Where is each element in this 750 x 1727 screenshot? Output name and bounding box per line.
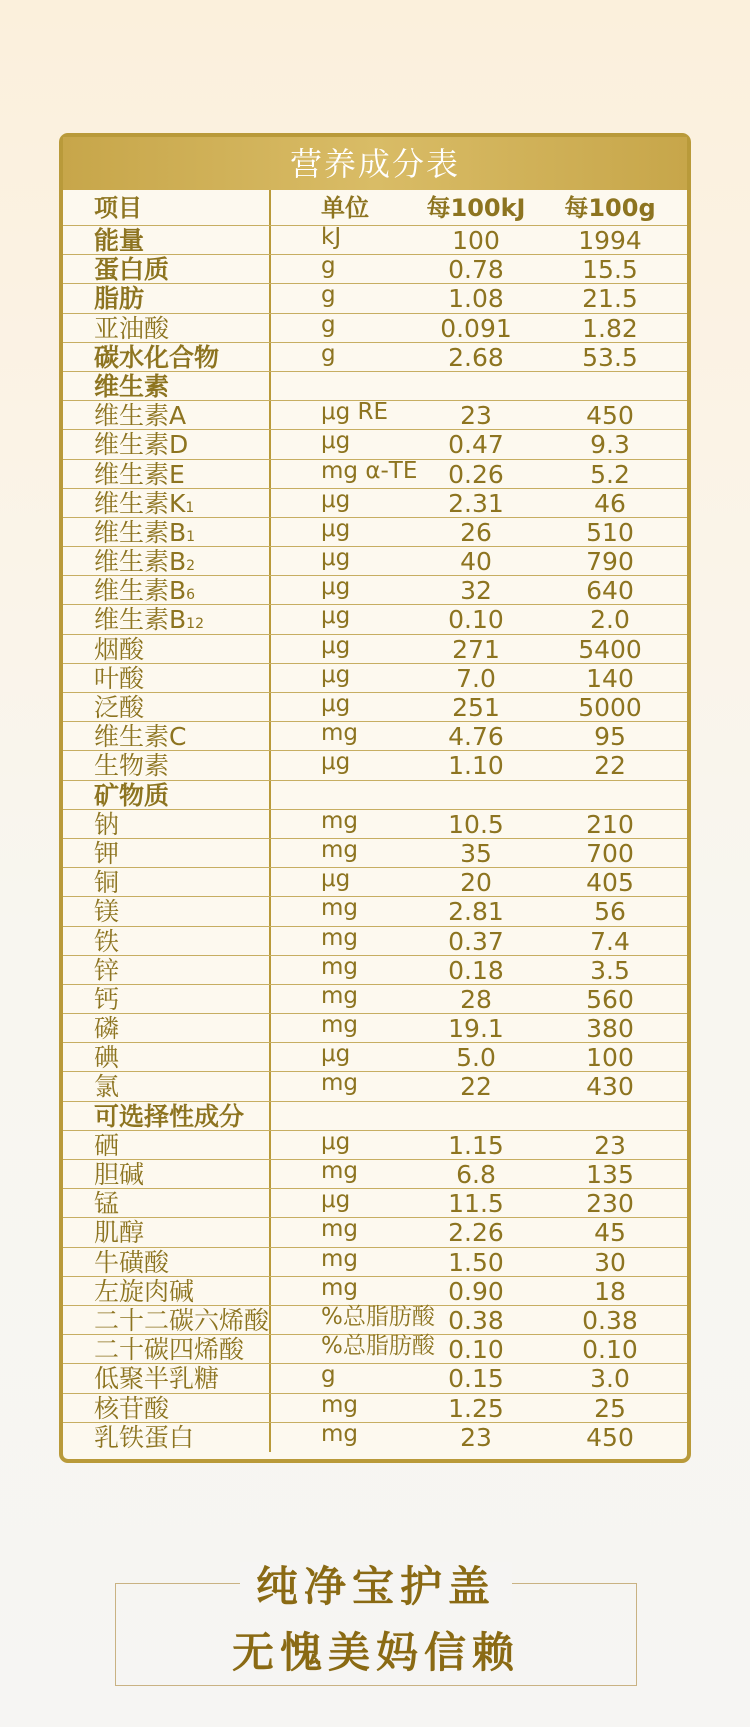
row-name-text: 泛酸 xyxy=(94,693,145,722)
row-name xyxy=(63,284,271,312)
table-body xyxy=(63,226,687,1452)
row-per-g: 7.4 xyxy=(590,926,630,956)
table-row xyxy=(63,486,687,518)
row-per-kj: 5.0 xyxy=(456,1043,496,1073)
row-per-g: 15.5 xyxy=(582,255,638,285)
row-name-subscript: 2 xyxy=(186,558,196,575)
row-name xyxy=(63,664,271,692)
row-per-g: 450 xyxy=(586,1422,634,1452)
table-row xyxy=(63,1420,687,1452)
row-name xyxy=(63,810,271,838)
row-unit: mg xyxy=(321,807,359,834)
row-name-subscript: 6 xyxy=(186,587,196,604)
row-name xyxy=(63,1248,271,1276)
row-name-text: 牛磺酸 xyxy=(94,1247,170,1277)
row-per-kj: 40 xyxy=(460,547,492,577)
row-unit xyxy=(271,372,409,400)
row-name xyxy=(63,255,271,283)
row-name-text: 磷 xyxy=(94,1014,120,1044)
row-per-kj: 26 xyxy=(460,517,492,547)
row-per-g: 380 xyxy=(586,1014,634,1044)
row-unit: μg xyxy=(321,574,351,601)
row-unit: %总脂肪酸 xyxy=(321,1333,435,1360)
table-row xyxy=(63,1102,687,1131)
row-name xyxy=(63,1043,271,1071)
row-per-g: 53.5 xyxy=(582,342,638,372)
row-per-kj: 0.15 xyxy=(448,1364,504,1394)
row-name-subscript: 1 xyxy=(185,499,195,516)
row-name xyxy=(63,1131,271,1159)
row-per-kj: 100 xyxy=(452,226,500,255)
table-row xyxy=(63,226,687,255)
row-name xyxy=(63,1102,271,1130)
row-per-kj: 251 xyxy=(452,693,500,722)
table-row xyxy=(63,807,687,839)
row-per-g: 5400 xyxy=(578,634,642,664)
row-unit xyxy=(271,781,409,809)
row-name-text: 维生素C xyxy=(94,722,187,752)
row-per-g: 18 xyxy=(594,1276,626,1306)
row-per-g xyxy=(543,781,677,809)
row-unit: μg xyxy=(321,486,351,513)
row-per-kj: 0.37 xyxy=(448,926,504,956)
row-name xyxy=(63,605,271,633)
row-per-kj xyxy=(409,372,543,400)
row-per-kj: 1.10 xyxy=(448,751,504,781)
row-name-text: 锌 xyxy=(94,955,120,985)
row-name-text: 左旋肉碱 xyxy=(94,1276,195,1306)
row-per-g: 405 xyxy=(586,868,634,898)
row-unit: mg xyxy=(321,1012,359,1039)
row-name-text: 维生素B xyxy=(94,517,187,547)
row-per-kj: 0.18 xyxy=(448,955,504,985)
row-per-kj: 0.47 xyxy=(448,430,504,460)
row-per-kj: 1.25 xyxy=(448,1393,504,1423)
table-row xyxy=(63,1245,687,1277)
row-per-kj: 19.1 xyxy=(448,1014,504,1044)
row-per-kj: 20 xyxy=(460,868,492,898)
table-row xyxy=(63,1274,687,1306)
row-name-text: 叶酸 xyxy=(94,663,145,693)
row-per-kj: 0.38 xyxy=(448,1305,504,1335)
row-per-kj: 1.50 xyxy=(448,1247,504,1277)
row-name xyxy=(63,1160,271,1188)
row-per-kj: 35 xyxy=(460,838,492,868)
table-row xyxy=(63,781,687,810)
row-name xyxy=(63,897,271,925)
row-per-kj: 2.26 xyxy=(448,1218,504,1248)
table-row xyxy=(63,751,687,780)
row-unit: mg xyxy=(321,1420,359,1447)
row-per-kj: 1.08 xyxy=(448,284,504,314)
row-per-kj: 2.31 xyxy=(448,488,504,518)
table-row xyxy=(63,576,687,605)
row-per-g: 510 xyxy=(586,517,634,547)
row-name xyxy=(63,489,271,517)
table-row xyxy=(63,722,687,751)
row-unit: g xyxy=(321,311,336,338)
row-unit: g xyxy=(321,253,336,280)
slogan-box xyxy=(115,1562,637,1686)
row-unit: μg xyxy=(321,603,351,630)
row-name-text: 二十碳四烯酸 xyxy=(94,1335,245,1365)
row-per-g: 560 xyxy=(586,984,634,1014)
table-row xyxy=(63,284,687,313)
row-name xyxy=(63,1014,271,1042)
table-title: 营养成分表 xyxy=(63,137,687,190)
row-name xyxy=(63,547,271,575)
row-unit: g xyxy=(321,1362,336,1389)
row-per-g: 430 xyxy=(586,1072,634,1102)
row-unit: μg xyxy=(321,1128,351,1155)
row-per-kj: 0.10 xyxy=(448,605,504,635)
row-name-text: 乳铁蛋白 xyxy=(94,1422,195,1452)
row-unit: μg xyxy=(321,632,351,659)
row-unit: mg xyxy=(321,1391,359,1418)
row-name-text: 碳水化合物 xyxy=(94,342,220,372)
table-row xyxy=(63,836,687,868)
row-per-kj: 32 xyxy=(460,576,492,606)
row-per-kj xyxy=(409,1102,543,1130)
row-unit: mg xyxy=(321,924,359,951)
row-per-kj: 7.0 xyxy=(456,663,496,693)
row-per-kj: 11.5 xyxy=(448,1189,504,1219)
row-unit: mg xyxy=(321,1070,359,1097)
table-row xyxy=(63,953,687,985)
row-unit: μg xyxy=(321,691,351,717)
row-name xyxy=(63,576,271,604)
row-per-g: 230 xyxy=(586,1189,634,1219)
row-unit: mg xyxy=(321,982,359,1009)
table-row xyxy=(63,897,687,926)
row-per-g: 46 xyxy=(594,488,626,518)
row-unit: mg xyxy=(321,836,359,863)
row-per-g xyxy=(543,1102,677,1130)
row-per-g: 3.5 xyxy=(590,955,630,985)
table-row xyxy=(63,1014,687,1043)
table-row xyxy=(63,868,687,897)
table-row xyxy=(63,401,687,430)
row-name xyxy=(63,518,271,546)
row-name-text: 铁 xyxy=(94,926,120,956)
row-per-g: 140 xyxy=(586,663,634,693)
row-name-text: 烟酸 xyxy=(94,634,145,664)
row-unit: %总脂肪酸 xyxy=(321,1303,435,1330)
row-name xyxy=(63,401,271,429)
row-per-kj: 0.90 xyxy=(448,1276,504,1306)
row-name xyxy=(63,868,271,896)
table-row xyxy=(63,547,687,576)
row-unit: mg xyxy=(321,953,359,980)
row-name-text: 矿物质 xyxy=(94,780,170,810)
row-unit: mg α-TE xyxy=(321,457,418,484)
table-row xyxy=(63,1072,687,1101)
row-unit: μg xyxy=(321,1041,351,1068)
table-row xyxy=(63,430,687,459)
row-name xyxy=(63,1394,271,1422)
row-name-text: 维生素K xyxy=(94,488,186,518)
row-per-kj: 22 xyxy=(460,1072,492,1102)
nutrition-table xyxy=(59,133,691,1463)
row-name-text: 维生素E xyxy=(94,459,185,489)
row-per-kj: 0.78 xyxy=(448,255,504,285)
row-name-text: 生物素 xyxy=(94,751,170,781)
row-name-text: 锰 xyxy=(94,1189,120,1219)
row-per-g: 25 xyxy=(594,1393,626,1423)
row-per-g: 30 xyxy=(594,1247,626,1277)
row-per-kj: 28 xyxy=(460,984,492,1014)
row-name xyxy=(63,985,271,1013)
row-unit: mg xyxy=(321,895,359,922)
row-name xyxy=(63,1277,271,1305)
table-row xyxy=(63,255,687,284)
row-per-kj: 271 xyxy=(452,634,500,664)
row-per-g: 210 xyxy=(586,809,634,839)
table-row xyxy=(63,605,687,634)
row-name xyxy=(63,226,271,254)
row-per-kj: 6.8 xyxy=(456,1160,496,1189)
row-name-text: 能量 xyxy=(94,226,145,255)
row-name-text: 维生素D xyxy=(94,430,189,460)
row-name-text: 核苷酸 xyxy=(94,1393,170,1423)
table-row xyxy=(63,1364,687,1393)
row-per-g: 100 xyxy=(586,1043,634,1073)
row-name xyxy=(63,1218,271,1246)
row-name-text: 二十二碳六烯酸 xyxy=(94,1305,270,1335)
row-unit: μg xyxy=(321,1187,351,1214)
row-per-g: 22 xyxy=(594,751,626,781)
row-unit: μg xyxy=(321,866,351,893)
row-name-text: 碘 xyxy=(94,1043,120,1073)
row-name xyxy=(63,635,271,663)
table-row xyxy=(63,1128,687,1160)
header-item: 项目 xyxy=(63,190,271,225)
header-per-kj: 每100kJ xyxy=(426,194,526,222)
row-per-g: 640 xyxy=(586,576,634,606)
row-name-text: 钠 xyxy=(94,809,120,839)
table-row xyxy=(63,311,687,343)
table-row xyxy=(63,340,687,372)
row-unit: kJ xyxy=(321,224,342,250)
slogan-line-1: 纯净宝护盖 xyxy=(240,1562,512,1611)
row-per-kj xyxy=(409,781,543,809)
row-unit: μg RE xyxy=(321,399,389,426)
row-per-g: 450 xyxy=(586,401,634,431)
table-row xyxy=(63,1043,687,1072)
row-per-g: 700 xyxy=(586,838,634,868)
table-row xyxy=(63,924,687,956)
row-per-g: 790 xyxy=(586,547,634,577)
table-header-row xyxy=(63,190,687,226)
row-name-text: 氯 xyxy=(94,1072,120,1102)
row-name-subscript: 1 xyxy=(186,528,196,545)
row-per-g: 0.38 xyxy=(582,1305,638,1335)
row-name-text: 维生素 xyxy=(94,371,170,401)
row-name-text: 维生素B xyxy=(94,576,187,606)
row-unit xyxy=(271,1102,409,1130)
row-per-kj: 0.26 xyxy=(448,459,504,489)
table-row xyxy=(63,1189,687,1218)
row-unit: mg xyxy=(321,1274,359,1301)
row-per-kj: 0.10 xyxy=(448,1335,504,1365)
row-name xyxy=(63,693,271,721)
row-name xyxy=(63,1364,271,1392)
slogan-line-2: 无愧美妈信赖 xyxy=(231,1628,520,1677)
row-name-text: 钾 xyxy=(94,838,120,868)
table-row xyxy=(63,515,687,547)
row-per-kj: 0.091 xyxy=(440,313,512,343)
row-per-g: 3.0 xyxy=(590,1364,630,1394)
table-row xyxy=(63,1160,687,1189)
row-name-text: 硒 xyxy=(94,1130,120,1160)
table-row xyxy=(63,1218,687,1247)
row-name xyxy=(63,722,271,750)
row-unit: mg xyxy=(321,1216,359,1243)
row-per-g: 95 xyxy=(594,722,626,752)
row-name-text: 可选择性成分 xyxy=(94,1101,245,1131)
row-unit: μg xyxy=(321,545,351,572)
row-name-text: 钙 xyxy=(94,984,120,1014)
row-name xyxy=(63,1189,271,1217)
table-row xyxy=(63,1335,687,1364)
row-per-g: 135 xyxy=(586,1160,634,1189)
row-unit: mg xyxy=(321,720,359,747)
row-name-text: 镁 xyxy=(94,897,120,927)
row-per-kj: 2.68 xyxy=(448,342,504,372)
row-name xyxy=(63,839,271,867)
header-unit: 单位 xyxy=(321,194,369,222)
row-name xyxy=(63,956,271,984)
row-per-g: 2.0 xyxy=(590,605,630,635)
row-name xyxy=(63,781,271,809)
row-name xyxy=(63,927,271,955)
row-name-text: 低聚半乳糖 xyxy=(94,1364,220,1394)
table-row xyxy=(63,372,687,401)
row-per-kj: 1.15 xyxy=(448,1130,504,1160)
row-unit: μg xyxy=(321,428,351,455)
row-name-subscript: 12 xyxy=(186,616,204,633)
row-name xyxy=(63,372,271,400)
row-per-g: 1994 xyxy=(578,226,642,255)
row-name xyxy=(63,343,271,371)
row-unit: mg xyxy=(321,1158,359,1184)
table-row xyxy=(63,1391,687,1423)
row-name xyxy=(63,460,271,488)
row-name-text: 脂肪 xyxy=(94,284,145,314)
row-name-text: 铜 xyxy=(94,868,120,898)
row-per-g: 1.82 xyxy=(582,313,638,343)
row-per-g: 0.10 xyxy=(582,1335,638,1365)
row-per-kj: 10.5 xyxy=(448,809,504,839)
row-per-kj: 23 xyxy=(460,1422,492,1452)
table-row xyxy=(63,457,687,489)
row-unit: g xyxy=(321,282,336,309)
row-per-g: 45 xyxy=(594,1218,626,1248)
row-per-g: 23 xyxy=(594,1130,626,1160)
row-name xyxy=(63,1306,271,1334)
row-name xyxy=(63,1423,271,1452)
row-name-text: 蛋白质 xyxy=(94,255,170,285)
row-name-text: 亚油酸 xyxy=(94,313,170,343)
row-name xyxy=(63,1072,271,1100)
table-row xyxy=(63,982,687,1014)
row-unit: mg xyxy=(321,1245,359,1272)
row-per-kj: 4.76 xyxy=(448,722,504,752)
row-per-g: 21.5 xyxy=(582,284,638,314)
row-name xyxy=(63,751,271,779)
row-per-g: 5000 xyxy=(578,693,642,722)
row-name xyxy=(63,314,271,342)
row-unit: μg xyxy=(321,515,351,542)
header-per-g: 每100g xyxy=(564,194,656,222)
row-per-kj: 2.81 xyxy=(448,897,504,927)
row-name xyxy=(63,430,271,458)
row-per-g: 5.2 xyxy=(590,459,630,489)
table-row xyxy=(63,632,687,664)
row-name-text: 胆碱 xyxy=(94,1160,145,1189)
table-row xyxy=(63,693,687,722)
row-name-text: 肌醇 xyxy=(94,1218,145,1248)
row-name-text: 维生素B xyxy=(94,605,187,635)
row-unit: g xyxy=(321,340,336,367)
row-name-text: 维生素A xyxy=(94,401,187,431)
row-unit: μg xyxy=(321,661,351,688)
row-per-g xyxy=(543,372,677,400)
row-per-kj: 23 xyxy=(460,401,492,431)
table-row xyxy=(63,661,687,693)
row-per-g: 56 xyxy=(594,897,626,927)
row-unit: μg xyxy=(321,749,351,776)
row-name-text: 维生素B xyxy=(94,547,187,577)
table-row xyxy=(63,1303,687,1335)
row-name xyxy=(63,1335,271,1363)
row-per-g: 9.3 xyxy=(590,430,630,460)
